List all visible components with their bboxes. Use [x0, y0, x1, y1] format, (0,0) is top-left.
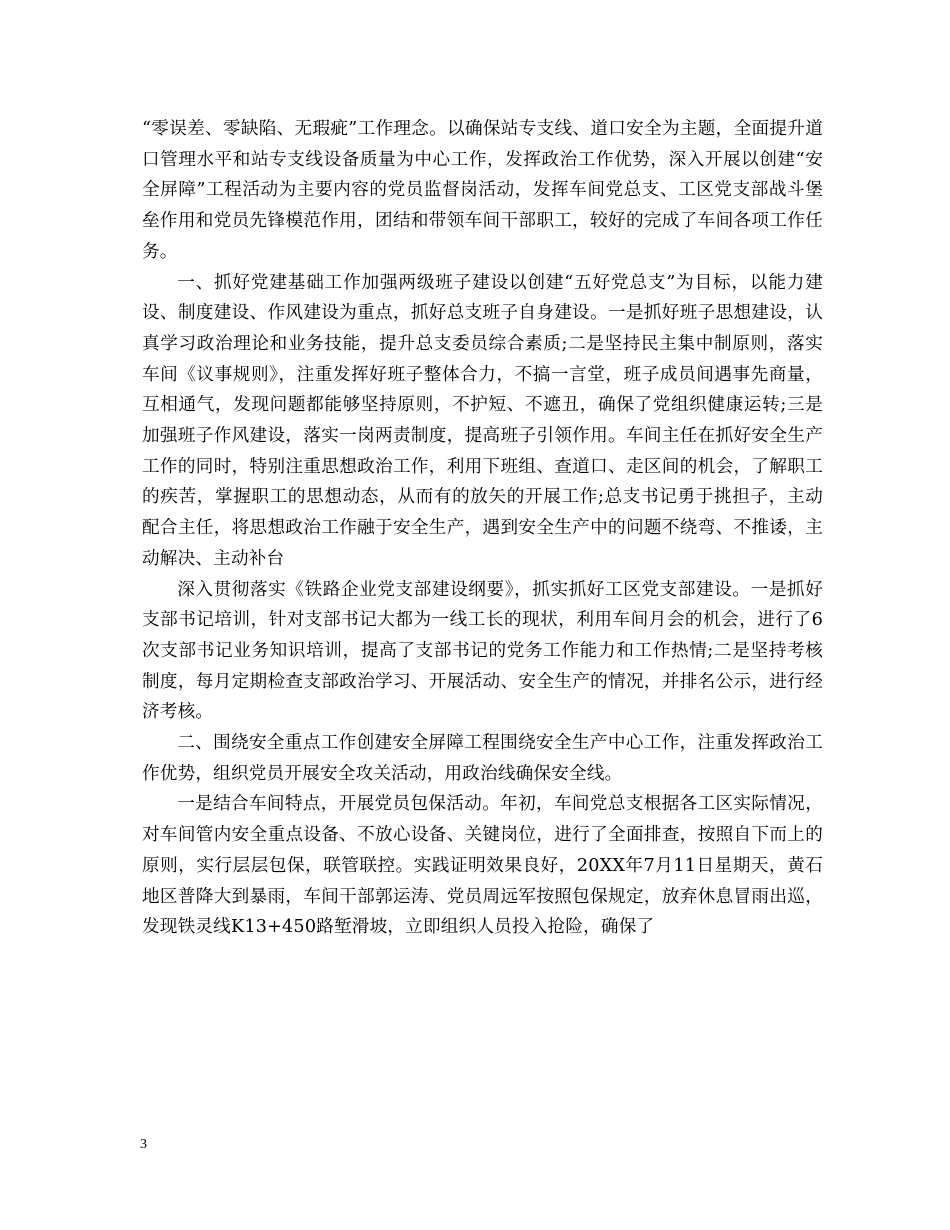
- paragraph-3: 深入贯彻落实《铁路企业党支部建设纲要》，抓实抓好工区党支部建设。一是抓好支部书记培训，针对支部书记大都为一线工长的现状，利用车间月会的机会，进行了6次支部书记业务知识培训，提高了支部书记的党务工作能力和工作热情;二是坚持考核制度，每月定期检查支部政治学习、开展活动、安全生产的情况，并排名公示，进行经济考核。: [142, 579, 823, 723]
- paragraph-2: 一、抓好党建基础工作加强两级班子建设以创建“五好党总支”为目标，以能力建设、制度建设、作风建设为重点，抓好总支班子自身建设。一是抓好班子思想建设，认真学习政治理论和业务技能，提升总支委员综合素质;二是坚持民主集中制原则，落实车间《议事规则》，注重发挥好班子整体合力，不搞一言堂，班子成员间遇事先商量，互相通气，发现问题都能够坚持原则，不护短、不遮丑，确保了党组织健康运转;三是加强班子作风建设，落实一岗两责制度，提高班子引领作用。车间主任在抓好安全生产工作的同时，特别注重思想政治工作，利用下班组、查道口、走区间的机会，了解职工的疾苦，掌握职工的思想动态，从而有的放矢的开展工作;总支书记勇于挑担子，主动配合主任，将思想政治工作融于安全生产，遇到安全生产中的问题不绕弯、不推诿，主动解决、主动补台: [142, 272, 823, 569]
- paragraph-5: 一是结合车间特点，开展党员包保活动。年初，车间党总支根据各工区实际情况，对车间管内安全重点设备、不放心设备、关键岗位，进行了全面排查，按照自下而上的原则，实行层层包保，联管联控。实践证明效果良好，20XX年7月11日星期天，黄石地区普降大到暴雨，车间干部郭运涛、党员周远军按照包保规定，放弃休息冒雨出巡，发现铁灵线K13+450路堑滑坡，立即组织人员投入抢险，确保了: [142, 794, 823, 938]
- paragraph-4: 二、围绕安全重点工作创建安全屏障工程围绕安全生产中心工作，注重发挥政治工作优势，组织党员开展安全攻关活动，用政治线确保安全线。: [142, 733, 823, 784]
- paragraph-1: “零误差、零缺陷、无瑕疵”工作理念。以确保站专支线、道口安全为主题，全面提升道口管理水平和站专支线设备质量为中心工作，发挥政治工作优势，深入开展以创建“安全屏障”工程活动为主要内容的党员监督岗活动，发挥车间党总支、工区党支部战斗堡垒作用和党员先锋模范作用，团结和带领车间干部职工，较好的完成了车间各项工作任务。: [142, 119, 823, 262]
- page-number: 3: [140, 1137, 147, 1152]
- document-body: [142, 114, 823, 943]
